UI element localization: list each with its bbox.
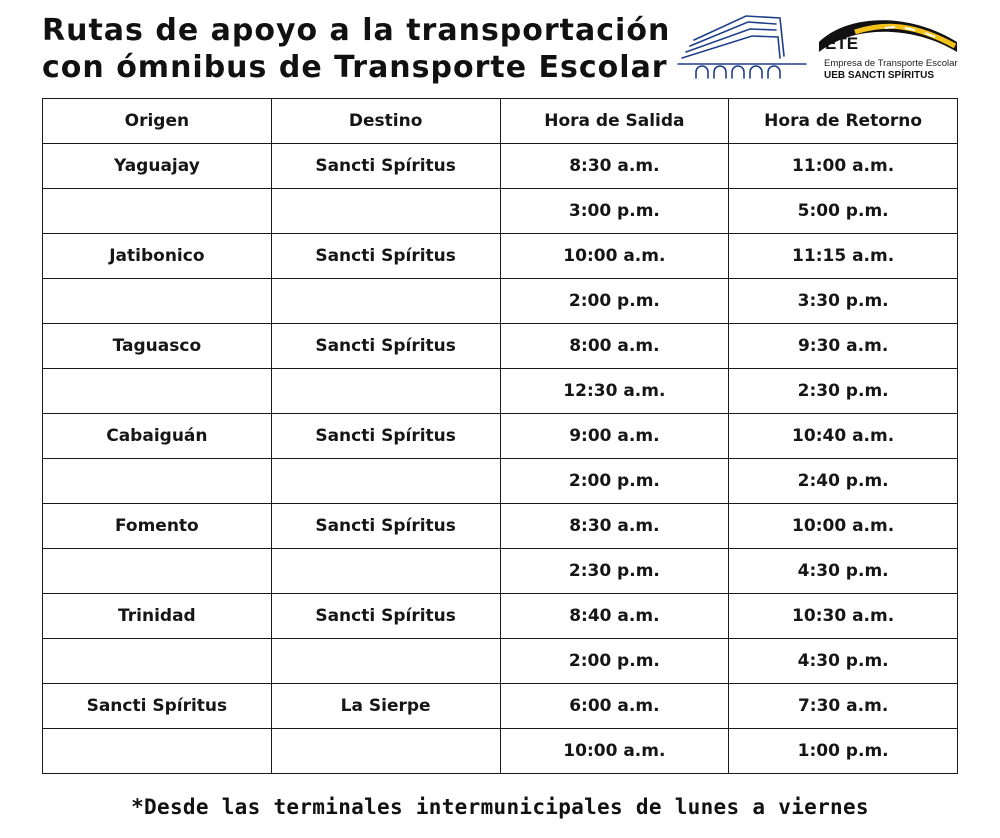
ete-logo-line1: Empresa de Transporte Escolar	[824, 58, 958, 69]
table-row	[43, 729, 958, 774]
cell-hora-retorno: 11:00 a.m.	[729, 144, 958, 189]
routes-table	[42, 98, 958, 774]
ete-logo	[815, 12, 960, 84]
table-row	[43, 279, 958, 324]
cell-origen	[43, 279, 272, 324]
table-row	[43, 324, 958, 369]
cell-origen: Jatibonico	[43, 234, 272, 279]
cell-origen	[43, 369, 272, 414]
cell-hora-retorno: 10:30 a.m.	[729, 594, 958, 639]
cell-origen: Taguasco	[43, 324, 272, 369]
cell-hora-salida: 10:00 a.m.	[500, 234, 729, 279]
cell-hora-salida: 12:30 a.m.	[500, 369, 729, 414]
cell-destino	[271, 369, 500, 414]
cell-hora-salida: 8:40 a.m.	[500, 594, 729, 639]
cell-hora-salida: 2:00 p.m.	[500, 279, 729, 324]
cell-origen	[43, 189, 272, 234]
table-row	[43, 414, 958, 459]
cell-hora-salida: 8:00 a.m.	[500, 324, 729, 369]
table-row	[43, 144, 958, 189]
cell-destino	[271, 279, 500, 324]
cell-hora-retorno: 9:30 a.m.	[729, 324, 958, 369]
header-destino: Destino	[271, 99, 500, 144]
cell-destino	[271, 639, 500, 684]
cell-destino	[271, 459, 500, 504]
bus-icon	[676, 10, 810, 82]
cell-hora-salida: 9:00 a.m.	[500, 414, 729, 459]
table-row	[43, 459, 958, 504]
cell-destino	[271, 729, 500, 774]
cell-destino: Sancti Spíritus	[271, 414, 500, 459]
cell-hora-retorno: 1:00 p.m.	[729, 729, 958, 774]
table-row	[43, 369, 958, 414]
cell-hora-retorno: 5:00 p.m.	[729, 189, 958, 234]
cell-hora-salida: 10:00 a.m.	[500, 729, 729, 774]
cell-destino: Sancti Spíritus	[271, 504, 500, 549]
cell-destino	[271, 189, 500, 234]
table-row	[43, 504, 958, 549]
cell-destino: La Sierpe	[271, 684, 500, 729]
title-line-1: Rutas de apoyo a la transportación	[42, 13, 671, 48]
cell-origen: Trinidad	[43, 594, 272, 639]
cell-origen: Fomento	[43, 504, 272, 549]
cell-destino: Sancti Spíritus	[271, 324, 500, 369]
cell-hora-salida: 8:30 a.m.	[500, 504, 729, 549]
cell-hora-retorno: 4:30 p.m.	[729, 639, 958, 684]
ete-logo-line2: UEB SANCTI SPÍRITUS	[824, 70, 935, 81]
table-row	[43, 684, 958, 729]
header-hora-salida: Hora de Salida	[500, 99, 729, 144]
cell-origen	[43, 729, 272, 774]
cell-hora-retorno: 11:15 a.m.	[729, 234, 958, 279]
cell-origen: Cabaiguán	[43, 414, 272, 459]
cell-hora-salida: 2:30 p.m.	[500, 549, 729, 594]
cell-hora-retorno: 7:30 a.m.	[729, 684, 958, 729]
cell-destino: Sancti Spíritus	[271, 594, 500, 639]
cell-hora-salida: 3:00 p.m.	[500, 189, 729, 234]
table-row	[43, 639, 958, 684]
header-origen: Origen	[43, 99, 272, 144]
cell-hora-retorno: 4:30 p.m.	[729, 549, 958, 594]
cell-hora-retorno: 2:40 p.m.	[729, 459, 958, 504]
cell-origen	[43, 459, 272, 504]
cell-destino	[271, 549, 500, 594]
cell-destino: Sancti Spíritus	[271, 144, 500, 189]
ete-logo-name: ETE	[825, 34, 859, 53]
cell-hora-retorno: 2:30 p.m.	[729, 369, 958, 414]
cell-hora-salida: 6:00 a.m.	[500, 684, 729, 729]
table-header-row	[43, 99, 958, 144]
title-line-2: con ómnibus de Transporte Escolar	[42, 50, 668, 85]
cell-hora-salida: 8:30 a.m.	[500, 144, 729, 189]
table-row	[43, 594, 958, 639]
header-hora-retorno: Hora de Retorno	[729, 99, 958, 144]
cell-origen	[43, 639, 272, 684]
table-row	[43, 189, 958, 234]
cell-origen: Sancti Spíritus	[43, 684, 272, 729]
cell-hora-retorno: 10:00 a.m.	[729, 504, 958, 549]
cell-hora-salida: 2:00 p.m.	[500, 639, 729, 684]
page-title	[42, 12, 670, 86]
cell-hora-retorno: 3:30 p.m.	[729, 279, 958, 324]
table-row	[43, 549, 958, 594]
footnote: *Desde las terminales intermunicipales de lunes a viernes	[131, 795, 869, 819]
cell-hora-retorno: 10:40 a.m.	[729, 414, 958, 459]
cell-destino: Sancti Spíritus	[271, 234, 500, 279]
table-row	[43, 234, 958, 279]
cell-origen: Yaguajay	[43, 144, 272, 189]
cell-hora-salida: 2:00 p.m.	[500, 459, 729, 504]
cell-origen	[43, 549, 272, 594]
